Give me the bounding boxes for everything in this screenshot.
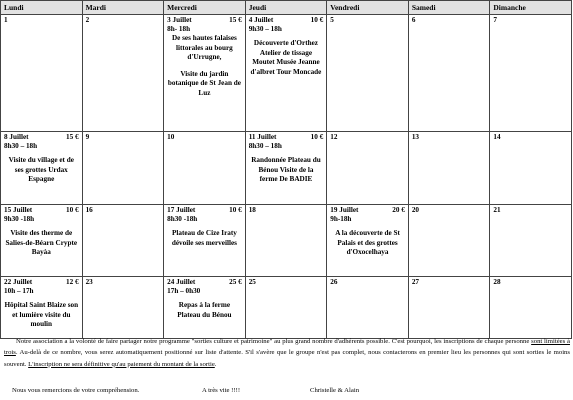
event-price: 15 €: [65, 133, 79, 141]
day-cell: [82, 132, 164, 205]
weekday-header: Samedi: [408, 1, 490, 15]
event-price: 10 €: [65, 206, 79, 214]
event-header: [249, 16, 324, 25]
event-cell: [327, 205, 409, 277]
day-cell: [490, 15, 572, 132]
calendar-body: [1, 15, 572, 339]
note-underline-limit: sont limitées à trois: [4, 338, 570, 357]
note-text: Notre association a la volonté de faire partager notre programme "sorties culture et patrimoine" au plus grand nombre d'adhérents possible. C'est pourquoi, les inscriptions de chaque personne: [16, 338, 532, 345]
event-description-line: Visite des therme de Salies-de-Béarn Crypte Bayàa: [5, 229, 78, 256]
event-time: 9h30 -18h: [4, 215, 35, 223]
day-number: 12: [330, 133, 338, 141]
event-price: 15 €: [229, 16, 242, 24]
event-cell: [1, 277, 83, 339]
day-number: 2: [85, 16, 90, 24]
signature-names: Christelle & Alain: [310, 387, 360, 394]
event-date: 8 Juillet: [4, 133, 29, 141]
day-cell: [490, 132, 572, 205]
event-header: [167, 278, 242, 287]
day-number: 9: [85, 133, 90, 141]
event-description: [4, 301, 79, 330]
event-time: 8h- 18h: [167, 25, 191, 33]
event-date: 11 Juillet: [248, 133, 277, 141]
event-header: [167, 16, 242, 25]
day-number: 20: [411, 206, 419, 214]
day-number: 14: [493, 133, 501, 141]
day-number: 7: [493, 16, 497, 24]
day-number: 23: [85, 278, 93, 286]
event-price: 25 €: [229, 278, 242, 286]
event-header: [249, 133, 324, 142]
event-description: [167, 229, 242, 248]
week-row: [1, 132, 572, 205]
event-header: [4, 278, 79, 287]
day-number: 25: [248, 278, 256, 286]
event-date: 19 Juillet: [330, 206, 359, 214]
event-description: [330, 229, 405, 258]
event-description-line: Découverte d'Orthez Atelier de tissage Moutet Musée Jeanne d'albret Tour Moncade: [250, 39, 322, 76]
day-number: 6: [411, 16, 416, 24]
day-number: 26: [330, 278, 338, 286]
day-number: 5: [330, 16, 334, 24]
thanks-text: Nous vous remercions de votre compréhension.: [12, 387, 140, 394]
event-time: 9h30 – 18h: [248, 25, 282, 33]
day-number: 18: [248, 206, 256, 214]
event-description-line: Repas à la ferme Plateau du Bénou: [177, 301, 232, 319]
event-price: 10 €: [310, 133, 324, 141]
day-number: 21: [493, 206, 501, 214]
day-cell: [490, 277, 572, 339]
event-description: [4, 229, 79, 258]
day-cell: [164, 132, 246, 205]
farewell-text: A très vite !!!!: [202, 387, 241, 394]
weekday-header: Jeudi: [245, 1, 327, 15]
event-price: 20 €: [392, 206, 405, 214]
event-date: 17 Juillet: [167, 206, 196, 214]
week-row: [1, 15, 572, 132]
day-cell: [408, 15, 490, 132]
day-number: 28: [493, 278, 501, 286]
week-row: [1, 205, 572, 277]
event-description-line: Visite du jardin botanique de St Jean de Luz: [167, 69, 241, 97]
event-price: 10 €: [229, 206, 242, 214]
event-description-line: Plateau de Cize Iraty dévoile ses merveilles: [171, 229, 237, 247]
event-time: 8h30 – 18h: [4, 142, 38, 150]
day-cell: [245, 205, 327, 277]
event-time: 8h30 – 18h: [248, 142, 282, 150]
day-number: 13: [411, 133, 419, 141]
weekday-header-row: [1, 1, 572, 15]
event-description: [167, 301, 242, 320]
day-cell: [327, 277, 409, 339]
day-cell: [245, 277, 327, 339]
day-cell: [82, 205, 164, 277]
event-cell: [245, 15, 327, 132]
weekday-header: Vendredi: [327, 1, 409, 15]
day-number: 16: [85, 206, 93, 214]
event-price: 12 €: [65, 278, 79, 286]
day-cell: [82, 277, 164, 339]
registration-note: [4, 336, 570, 370]
event-description: [249, 156, 324, 185]
note-text: . Au-delà de ce nombre, vous serez automatiquement positionné sur liste d'attente. S'il s'avère que le groupe n'est pas complet, nous contacterons en premier lieu les personnes qui sont sorties le moins souvent.: [4, 349, 570, 368]
event-date: 4 Juillet: [248, 16, 274, 24]
day-cell: [1, 15, 83, 132]
event-time: 17h – 0h30: [167, 287, 201, 295]
event-description-line: A la découverte de St Palais et des grottes d'Oxocelhaya: [335, 229, 400, 256]
note-text: .: [214, 360, 217, 368]
note-underline-payment: L'inscription ne sera définitive qu'au paiement du montant de la sortie: [28, 360, 215, 368]
event-price: 10 €: [310, 16, 324, 24]
weekday-header: Mercredi: [164, 1, 246, 15]
event-description-line: Hôpital Saint Blaize son et lumière visite du moulin: [4, 301, 79, 328]
event-date: 15 Juillet: [4, 206, 33, 214]
weekday-header: Mardi: [82, 1, 164, 15]
day-cell: [408, 205, 490, 277]
day-cell: [327, 132, 409, 205]
weekday-header: Lundi: [1, 1, 83, 15]
event-cell: [1, 132, 83, 205]
event-cell: [164, 205, 246, 277]
event-header: [4, 206, 79, 215]
event-cell: [245, 132, 327, 205]
event-cell: [164, 277, 246, 339]
day-number: 10: [167, 133, 175, 141]
day-cell: [82, 15, 164, 132]
event-time: 9h-18h: [330, 215, 352, 223]
event-description: [167, 34, 242, 98]
week-row: [1, 277, 572, 339]
event-header: [4, 133, 79, 142]
event-description-line: Visite du village et de ses grottes Urdax Espagne: [8, 156, 74, 183]
event-header: [330, 206, 405, 215]
day-cell: [408, 132, 490, 205]
event-time: 10h – 17h: [4, 287, 34, 295]
day-number: 1: [4, 16, 8, 24]
event-date: 24 Juillet: [167, 278, 196, 286]
event-time: 8h30 -18h: [167, 215, 198, 223]
day-number: 27: [411, 278, 419, 286]
event-date: 3 Juillet: [167, 16, 192, 24]
event-cell: [1, 205, 83, 277]
event-date: 22 Juillet: [4, 278, 33, 286]
event-description-line: Randonnée Plateau du Bénou Visite de la ferme De BADIE: [251, 156, 321, 183]
event-cell: [164, 15, 246, 132]
event-header: [167, 206, 242, 215]
day-cell: [490, 205, 572, 277]
day-cell: [408, 277, 490, 339]
weekday-header: Dimanche: [490, 1, 572, 15]
event-description-line: De ses hautes falaises littorales au bourg d'Urrugne,: [171, 34, 237, 61]
event-description: [4, 156, 79, 185]
event-description: [249, 39, 324, 77]
day-cell: [327, 15, 409, 132]
